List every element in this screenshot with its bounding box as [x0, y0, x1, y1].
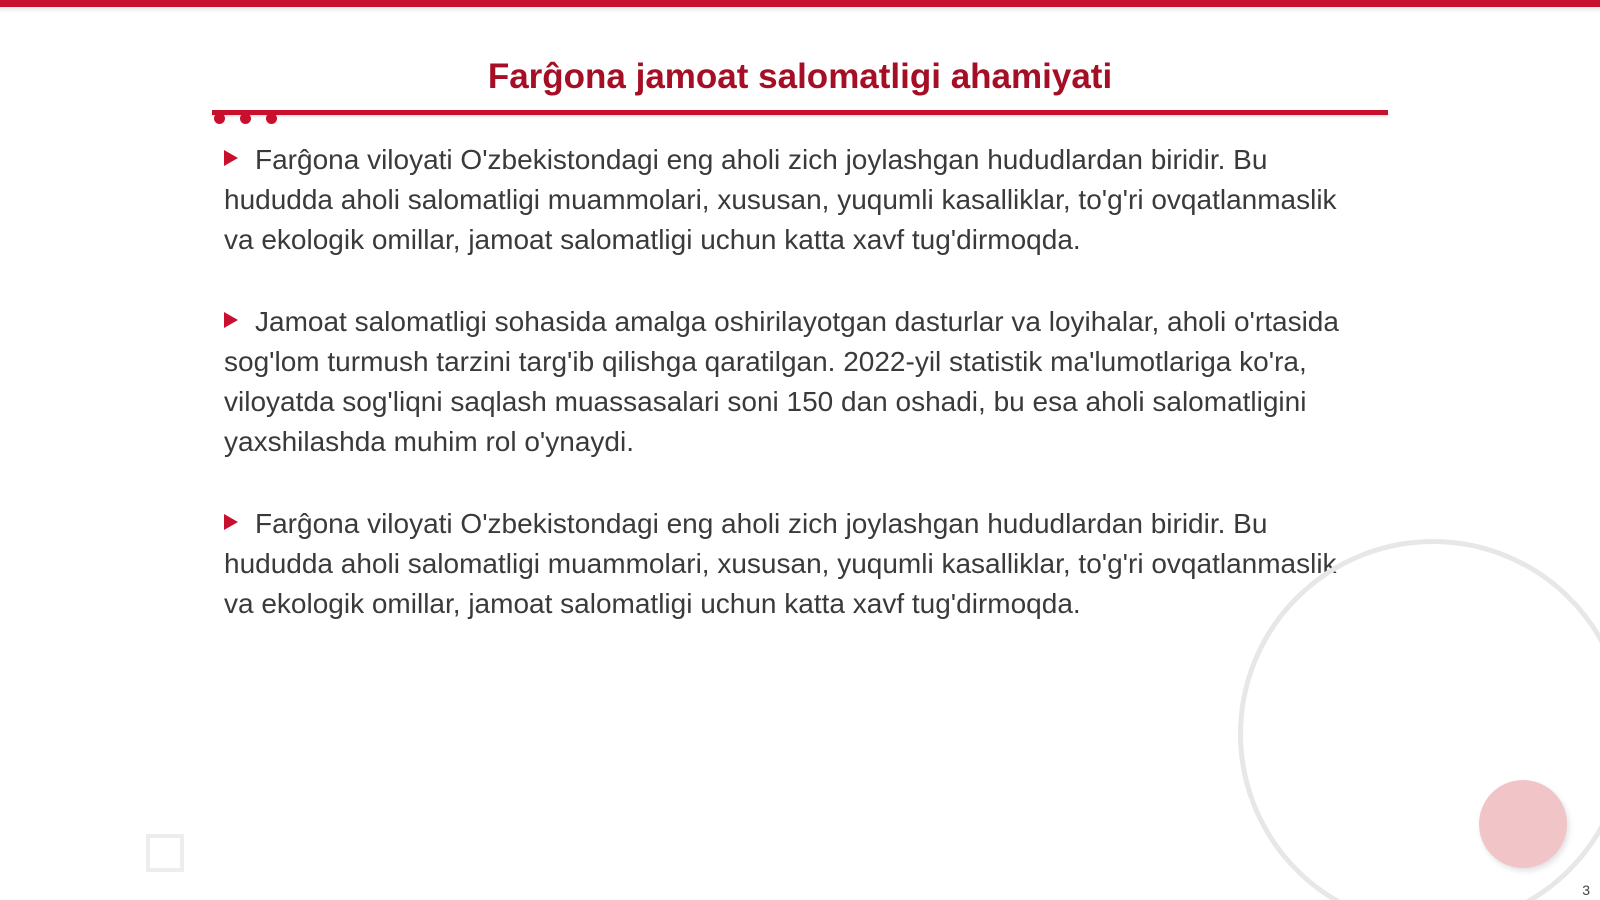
divider-dot — [266, 113, 277, 124]
bullet-text: Jamoat salomatligi sohasida amalga oshirilayotgan dasturlar va loyihalar, aholi o'rtasida sog'lom turmush tarzini targ'ib qilishga qaratilgan. 2022-yil statistik ma'lumotlariga ko'ra, viloyatda sog'liqni saqlash muassasalari soni 150 dan oshadi, bu esa aholi salomatligini yaxshilashda muhim rol o'ynaydi. — [224, 306, 1339, 457]
triangle-right-icon — [224, 150, 238, 166]
slide-title[interactable]: Farĝona jamoat salomatligi ahamiyati — [487, 57, 1113, 96]
bullet-text: Farĝona viloyati O'zbekistondagi eng aholi zich joylashgan hududlardan biridir. Bu hududda aholi salomatligi muammolari, xususan, yuqumli kasalliklar, to'g'ri ovqatlanmaslik va ekologik omillar, jamoat salomatligi uchun katta xavf tug'dirmoqda. — [224, 508, 1337, 619]
decorative-circle — [1479, 780, 1567, 868]
bullet-item[interactable] — [224, 302, 1364, 462]
decorative-square — [146, 834, 184, 872]
divider-dot — [214, 113, 225, 124]
bullet-list[interactable] — [224, 140, 1364, 666]
top-accent-bar — [0, 0, 1600, 7]
bullet-item[interactable] — [224, 140, 1364, 260]
triangle-right-icon — [224, 514, 238, 530]
bullet-text: Farĝona viloyati O'zbekistondagi eng aholi zich joylashgan hududlardan biridir. Bu hududda aholi salomatligi muammolari, xususan, yuqumli kasalliklar, to'g'ri ovqatlanmaslik va ekologik omillar, jamoat salomatligi uchun katta xavf tug'dirmoqda. — [224, 144, 1337, 255]
bullet-item[interactable] — [224, 504, 1364, 624]
triangle-right-icon — [224, 312, 238, 328]
divider-dot — [240, 113, 251, 124]
title-divider — [212, 110, 1388, 115]
page-number: 3 — [1582, 882, 1590, 898]
top-bar-shadow — [0, 7, 1600, 13]
